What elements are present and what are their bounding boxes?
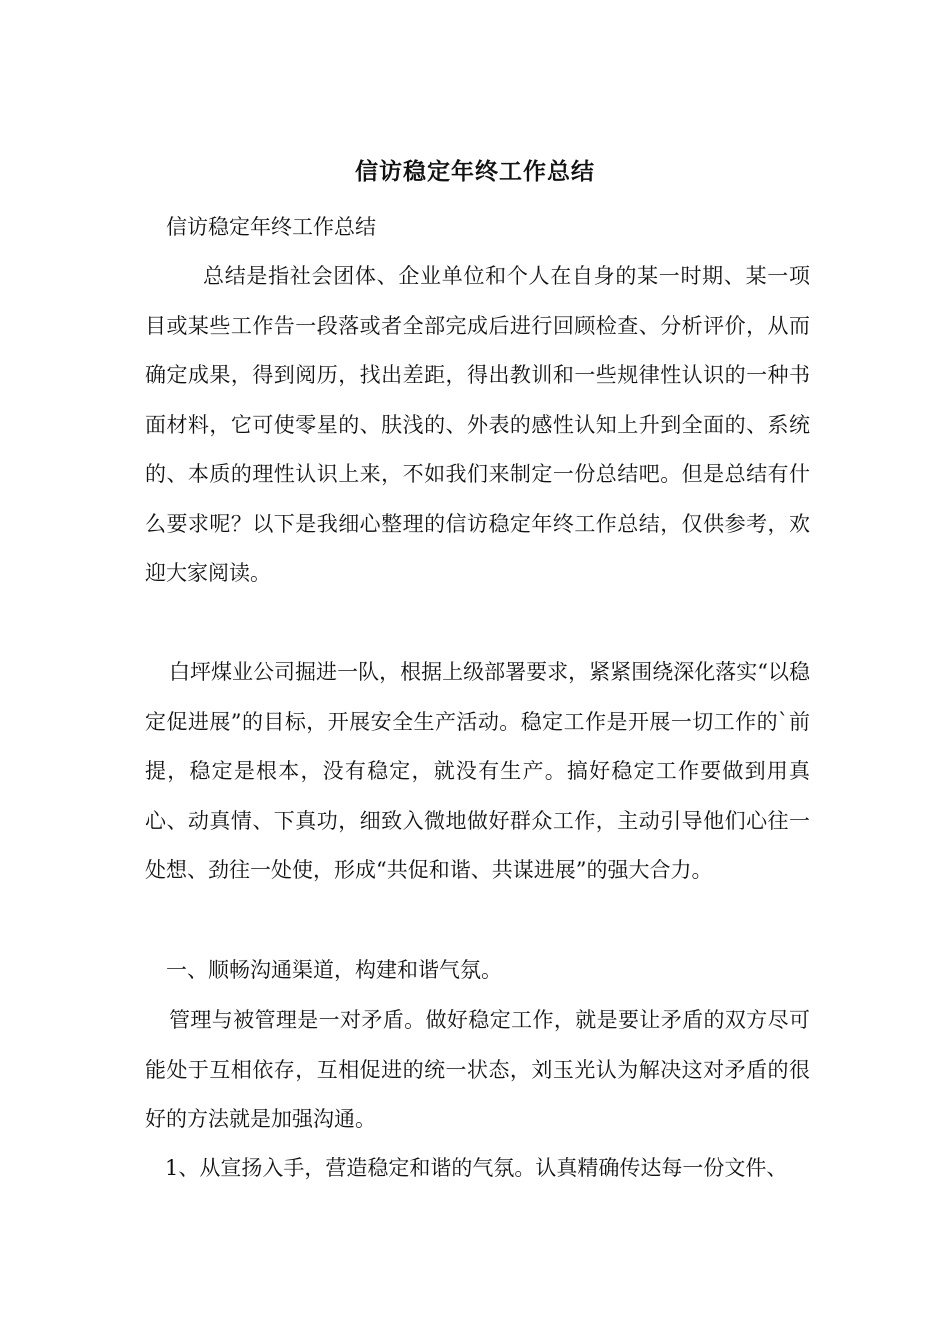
- body-paragraph-1: 白坪煤业公司掘进一队，根据上级部署要求，紧紧围绕深化落实“以稳定促进展”的目标，开展安全生产活动。稳定工作是开展一切工作的`前提，稳定是根本，没有稳定，就没有生产。搞好稳定工作要做到用真心、动真情、下真功，细致入微地做好群众工作，主动引导他们心往一处想、劲往一处使，形成“共促和谐、共谋进展”的强大合力。: [145, 660, 810, 882]
- document-subtitle: 信访稳定年终工作总结: [166, 215, 376, 239]
- body-paragraph-2: 管理与被管理是一对矛盾。做好稳定工作，就是要让矛盾的双方尽可能处于互相依存，互相促进的统一状态，刘玉光认为解决这对矛盾的很好的方法就是加强沟通。: [145, 1008, 810, 1131]
- document-title: 信访稳定年终工作总结: [355, 158, 595, 185]
- section-heading-1: 一、顺畅沟通渠道，构建和谐气氛。: [166, 958, 502, 982]
- intro-paragraph: 总结是指社会团体、企业单位和个人在自身的某一时期、某一项目或某些工作告一段落或者全部完成后进行回顾检查、分析评价，从而确定成果，得到阅历，找出差距，得出教训和一些规律性认识的一种书面材料，它可使零星的、肤浅的、外表的感性认知上升到全面的、系统的、本质的理性认识上来，不如我们来制定一份总结吧。但是总结有什么要求呢？以下是我细心整理的信访稳定年终工作总结，仅供参考，欢迎大家阅读。: [145, 264, 810, 585]
- body-paragraph-3: 1、从宣扬入手，营造稳定和谐的气氛。认真精确传达每一份文件、: [165, 1156, 788, 1180]
